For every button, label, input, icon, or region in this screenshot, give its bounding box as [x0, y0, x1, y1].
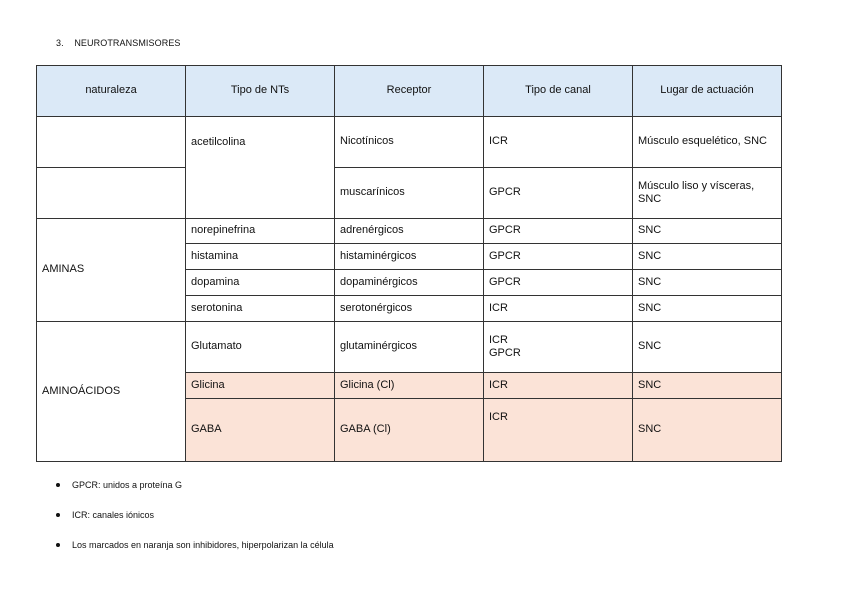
table-header-row	[37, 66, 782, 117]
lugar-cell: SNC	[633, 296, 782, 322]
section-title: NEUROTRANSMISORES	[74, 38, 181, 48]
canal-cell: GPCR	[484, 168, 633, 219]
neurotransmitter-table	[36, 65, 782, 462]
bullet-icon	[56, 543, 60, 547]
canal-line-1: ICR	[489, 333, 508, 346]
canal-line-2: GPCR	[489, 347, 521, 359]
list-item	[56, 480, 334, 510]
lugar-cell: SNC	[633, 322, 782, 373]
lugar-cell: Músculo esquelético, SNC	[633, 117, 782, 168]
tipo-cell-acetilcolina: acetilcolina	[186, 117, 335, 219]
note-text: ICR: canales iónicos	[72, 510, 155, 520]
canal-cell: GPCR	[484, 270, 633, 296]
header-tipo-canal: Tipo de canal	[484, 66, 633, 117]
header-tipo-nts: Tipo de NTs	[186, 66, 335, 117]
receptor-cell: dopaminérgicos	[335, 270, 484, 296]
canal-cell: GPCR	[484, 219, 633, 244]
naturaleza-cell-aminas: AMINAS	[37, 219, 186, 322]
table-row	[37, 168, 782, 219]
lugar-cell: Músculo liso y vísceras, SNC	[633, 168, 782, 219]
table-row	[37, 219, 782, 244]
receptor-cell: GABA (Cl)	[335, 399, 484, 462]
header-lugar: Lugar de actuación	[633, 66, 782, 117]
naturaleza-cell-empty	[37, 117, 186, 168]
tipo-cell: Glutamato	[186, 322, 335, 373]
naturaleza-cell-empty	[37, 168, 186, 219]
canal-cell	[484, 322, 633, 373]
canal-cell: ICR	[484, 373, 633, 399]
bullet-icon	[56, 513, 60, 517]
canal-cell: ICR	[484, 117, 633, 168]
lugar-cell: SNC	[633, 373, 782, 399]
header-receptor: Receptor	[335, 66, 484, 117]
tipo-cell: serotonina	[186, 296, 335, 322]
table-row	[37, 322, 782, 373]
list-item	[56, 540, 334, 570]
canal-cell: ICR	[484, 296, 633, 322]
lugar-cell: SNC	[633, 270, 782, 296]
note-text: GPCR: unidos a proteína G	[72, 480, 183, 490]
tipo-cell: Glicina	[186, 373, 335, 399]
table-row	[37, 117, 782, 168]
canal-cell: ICR	[484, 399, 633, 462]
receptor-cell: glutaminérgicos	[335, 322, 484, 373]
list-item	[56, 510, 334, 540]
bullet-icon	[56, 483, 60, 487]
tipo-cell: histamina	[186, 244, 335, 270]
tipo-cell: norepinefrina	[186, 219, 335, 244]
receptor-cell: muscarínicos	[335, 168, 484, 219]
canal-cell: GPCR	[484, 244, 633, 270]
receptor-cell: Nicotínicos	[335, 117, 484, 168]
note-text: Los marcados en naranja son inhibidores, hiperpolarizan la célula	[72, 540, 334, 550]
lugar-cell: SNC	[633, 244, 782, 270]
receptor-cell: adrenérgicos	[335, 219, 484, 244]
lugar-cell: SNC	[633, 219, 782, 244]
notes-list	[56, 480, 334, 570]
section-heading	[56, 38, 181, 48]
receptor-cell: histaminérgicos	[335, 244, 484, 270]
receptor-cell: serotonérgicos	[335, 296, 484, 322]
section-number: 3.	[56, 38, 64, 48]
receptor-cell: Glicina (Cl)	[335, 373, 484, 399]
lugar-cell: SNC	[633, 399, 782, 462]
header-naturaleza: naturaleza	[37, 66, 186, 117]
tipo-cell: dopamina	[186, 270, 335, 296]
naturaleza-cell-aminoacidos: AMINOÁCIDOS	[37, 322, 186, 462]
tipo-cell: GABA	[186, 399, 335, 462]
